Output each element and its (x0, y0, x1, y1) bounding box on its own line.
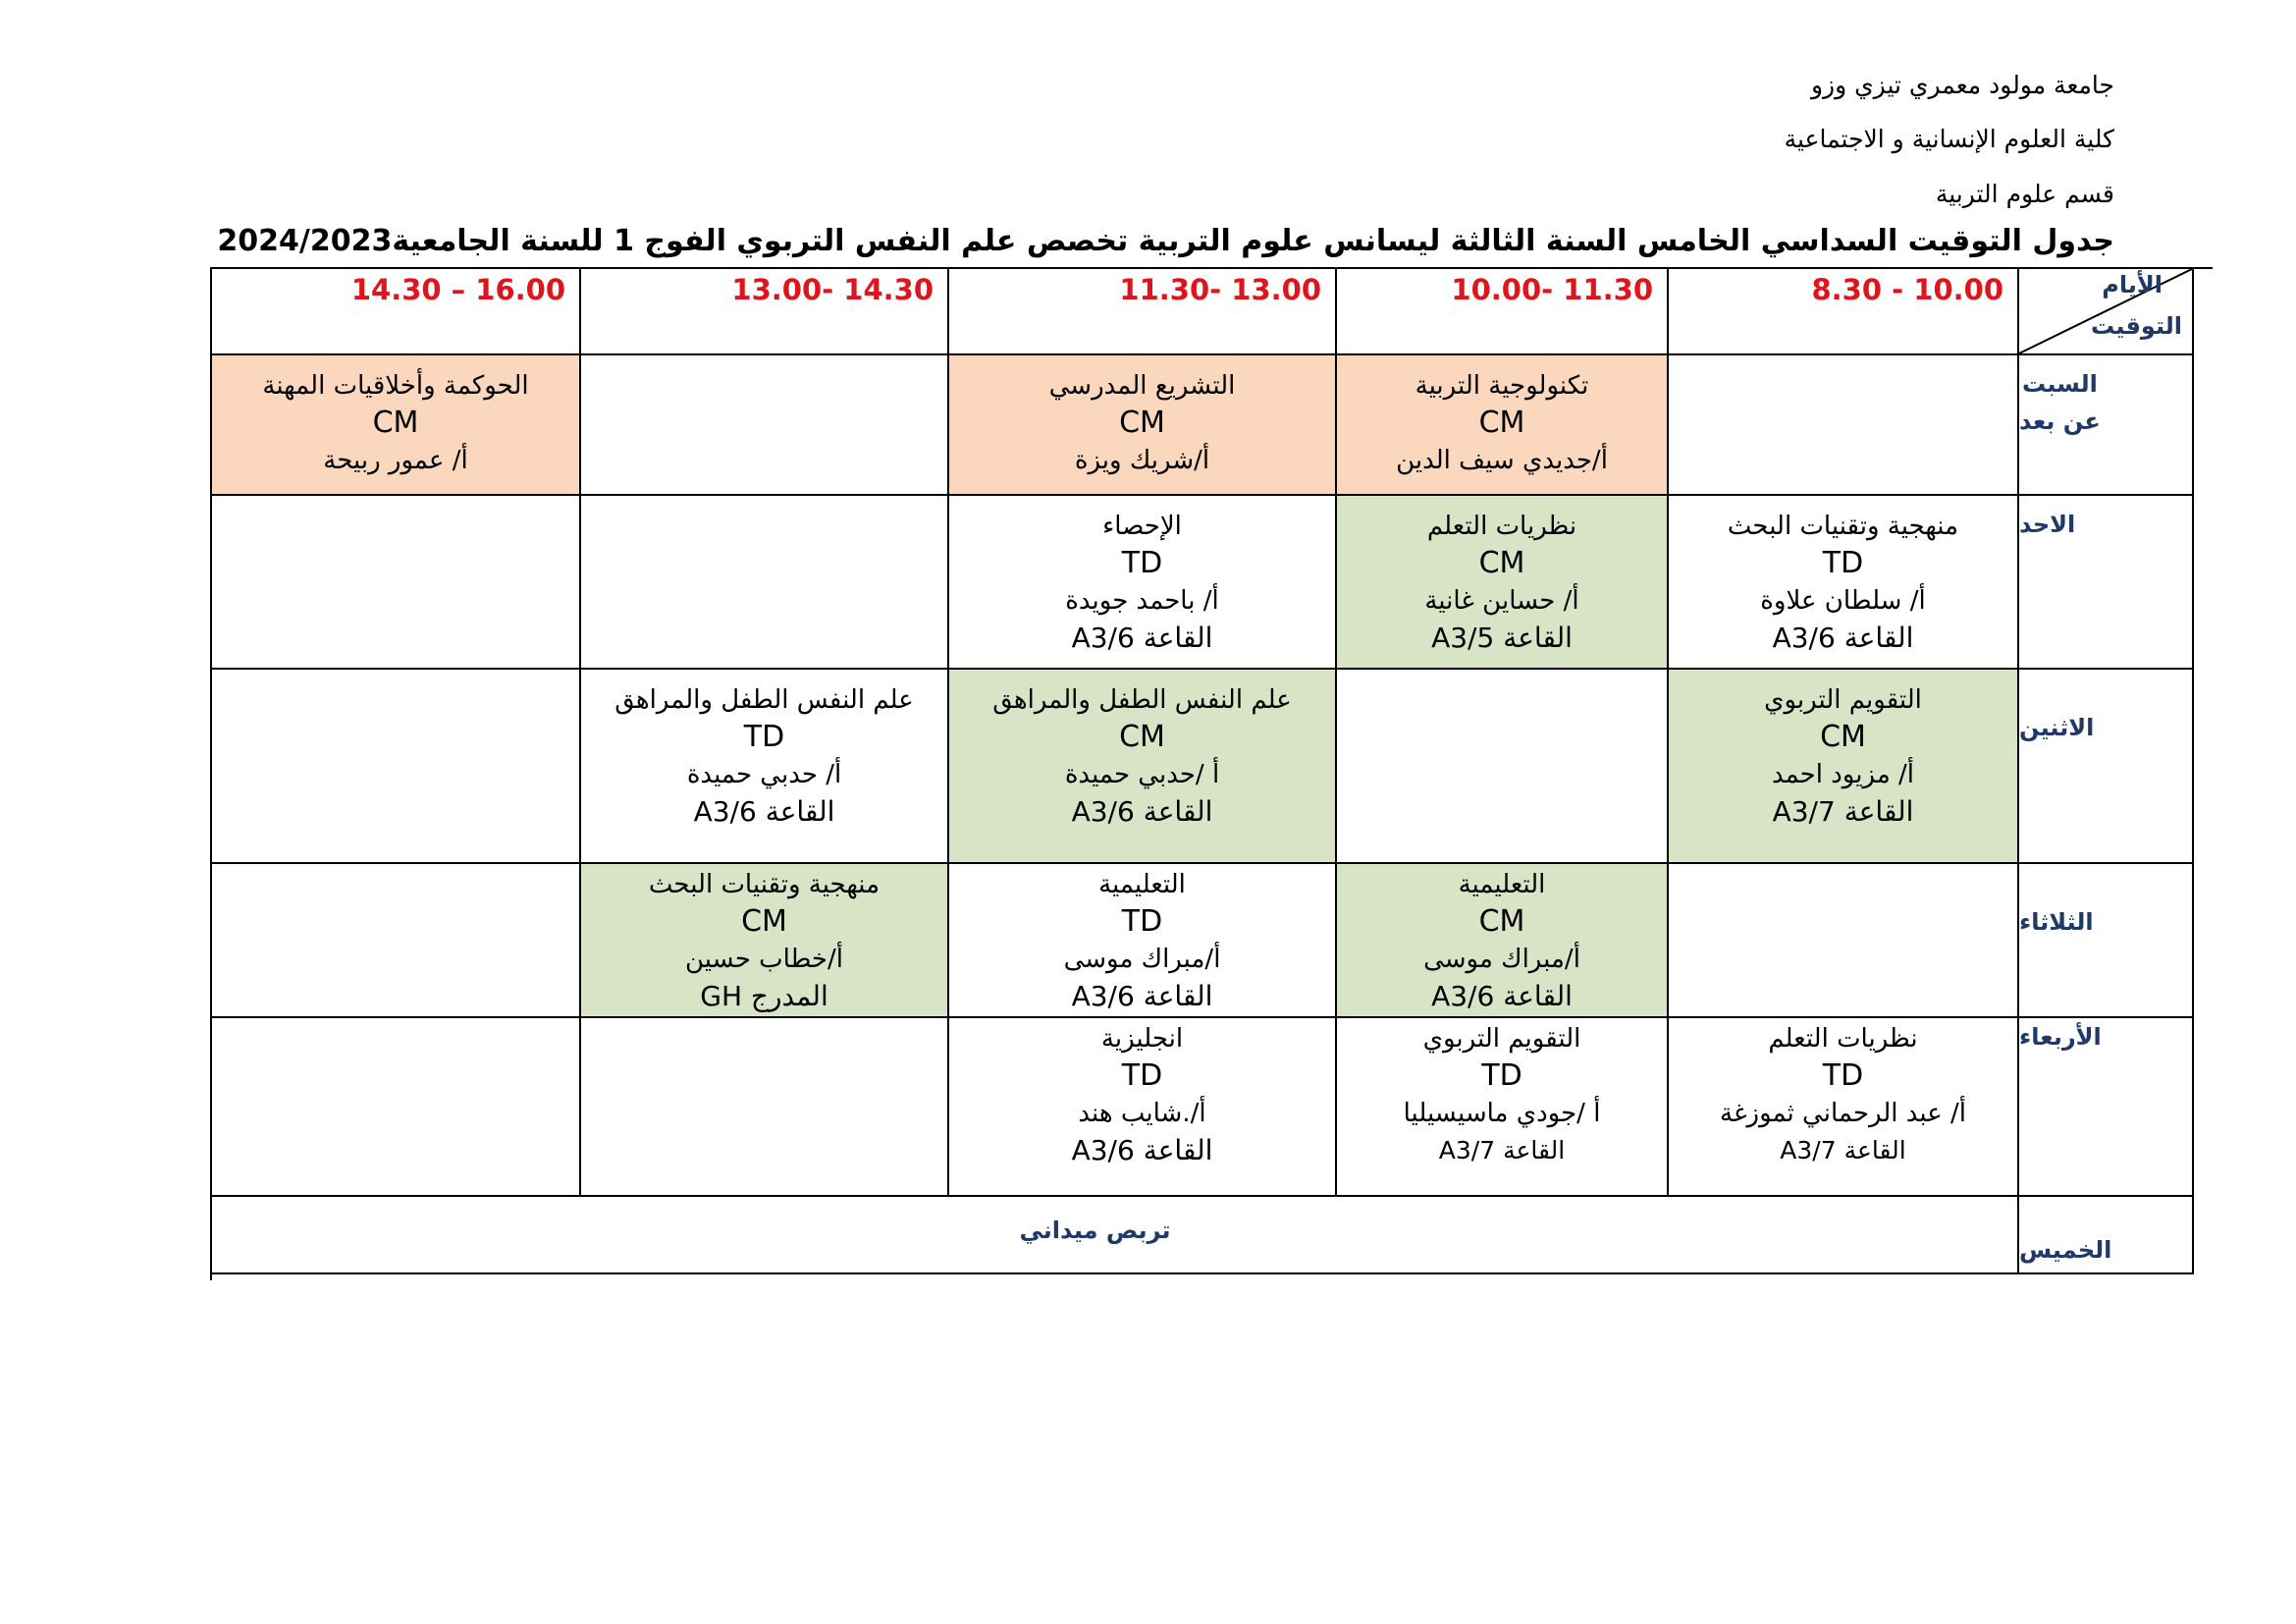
cell-mon-s3 (949, 670, 1337, 864)
room: المدرج GH (700, 980, 828, 1012)
cell-wed-s5 (212, 1018, 581, 1197)
day-saturday: السبت عن بعد (2019, 355, 2194, 496)
professor: أ/ عمور ربيحة (323, 446, 468, 475)
cell-sat-s3 (949, 355, 1337, 496)
session-type: CM (372, 406, 419, 440)
timetable (210, 267, 2213, 1280)
cell-sat-s5 (212, 355, 581, 496)
session-type: CM (741, 904, 787, 939)
room: القاعة A3/7 (1772, 795, 1914, 828)
session-type: TD (1822, 546, 1864, 580)
subject: علم النفس الطفل والمراهق (992, 685, 1292, 715)
days-label: الأيام (2102, 271, 2163, 298)
day-thursday: الخميس (2019, 1197, 2194, 1274)
subject: علم النفس الطفل والمراهق (614, 685, 914, 715)
cell-sun-s1 (1669, 496, 2019, 670)
cell-tue-s3 (949, 864, 1337, 1018)
cell-sat-s2 (1337, 355, 1669, 496)
professor: أ/ مزيود احمد (1771, 760, 1914, 789)
subject: منهجية وتقنيات البحث (1727, 512, 1959, 541)
room: القاعة A3/6 (1071, 1134, 1213, 1166)
day-monday: الاثنين (2019, 670, 2194, 864)
room: القاعة A3/7 (1438, 1136, 1566, 1164)
time-slot-2: 10.00- 11.30 (1337, 269, 1669, 355)
subject: التشريع المدرسي (1048, 371, 1236, 401)
session-type: CM (1119, 720, 1165, 754)
professor: أ/مبراك موسى (1063, 945, 1221, 974)
session-type: TD (1121, 1058, 1163, 1093)
subject: انجليزية (1100, 1024, 1184, 1054)
professor: أ /جودي ماسيسيليا (1403, 1099, 1601, 1128)
day-wednesday: الأربعاء (2019, 1018, 2194, 1197)
cell-sat-s1 (1669, 355, 2019, 496)
department-name: قسم علوم التربية (1935, 180, 2114, 208)
professor: أ/شريك ويزة (1074, 446, 1210, 475)
time-slot-1: 8.30 - 10.00 (1669, 269, 2019, 355)
session-type: CM (1478, 546, 1525, 580)
cell-sun-s3 (949, 496, 1337, 670)
cell-sat-s4 (581, 355, 949, 496)
professor: أ/ حدبي حميدة (686, 760, 842, 789)
time-slot-4: 13.00- 14.30 (581, 269, 949, 355)
subject: الإحصاء (1102, 512, 1182, 541)
professor: أ/ حساين غانية (1424, 586, 1579, 616)
session-type: CM (1478, 904, 1525, 939)
professor: أ/جديدي سيف الدين (1396, 446, 1608, 475)
room: القاعة A3/6 (1071, 795, 1213, 828)
university-name: جامعة مولود معمري تيزي وزو (1810, 71, 2114, 99)
room: القاعة A3/6 (1071, 622, 1213, 654)
subject: تكنولوجية التربية (1415, 371, 1589, 401)
cell-mon-s4 (581, 670, 949, 864)
room: القاعة A3/6 (1772, 622, 1914, 654)
day-sunday: الاحد (2019, 496, 2194, 670)
cell-wed-s1 (1669, 1018, 2019, 1197)
professor: أ/مبراك موسى (1423, 945, 1580, 974)
room: القاعة A3/6 (693, 795, 835, 828)
cell-thu-field-training (212, 1197, 2019, 1274)
professor: أ /حدبي حميدة (1064, 760, 1220, 789)
session-type: TD (1121, 904, 1163, 939)
subject: نظريات التعلم (1768, 1024, 1918, 1054)
subject: التقويم التربوي (1764, 685, 1922, 715)
cell-wed-s3 (949, 1018, 1337, 1197)
subject: التعليمية (1458, 870, 1546, 899)
cell-tue-s5 (212, 864, 581, 1018)
room: القاعة A3/5 (1431, 622, 1573, 654)
subject: منهجية وتقنيات البحث (648, 870, 881, 899)
room: القاعة A3/6 (1071, 980, 1213, 1012)
cell-wed-s2 (1337, 1018, 1669, 1197)
subject: التقويم التربوي (1422, 1024, 1581, 1054)
cell-mon-s2 (1337, 670, 1669, 864)
cell-mon-s1 (1669, 670, 2019, 864)
cell-sun-s5 (212, 496, 581, 670)
time-slot-3: 11.30- 13.00 (949, 269, 1337, 355)
session-type: TD (1822, 1058, 1864, 1093)
professor: أ/ سلطان علاوة (1760, 586, 1926, 616)
faculty-name: كلية العلوم الإنسانية و الاجتماعية (1784, 125, 2114, 153)
session-type: TD (1481, 1058, 1522, 1093)
professor: أ/ باحمد جويدة (1065, 586, 1219, 616)
cell-wed-s4 (581, 1018, 949, 1197)
professor: أ/خطاب حسين (685, 945, 843, 974)
subject: الحوكمة وأخلاقيات المهنة (262, 371, 529, 401)
room: القاعة A3/6 (1431, 980, 1573, 1012)
field-training-note: تربص ميداني (1019, 1217, 1171, 1244)
page-title: جدول التوقيت السداسي الخامس السنة الثالثة ليسانس علوم التربية تخصص علم النفس التربوي الفوج 1 للسنة الجامعية2024/2023 (217, 224, 2114, 258)
session-type: CM (1478, 406, 1525, 440)
time-label: التوقيت (2091, 312, 2182, 340)
time-slot-5: 14.30 – 16.00 (212, 269, 581, 355)
cell-sun-s4 (581, 496, 949, 670)
cell-tue-s4 (581, 864, 949, 1018)
day-tuesday: الثلاثاء (2019, 864, 2194, 1018)
session-type: CM (1119, 406, 1165, 440)
corner-cell (2019, 269, 2194, 355)
session-type: CM (1820, 720, 1866, 754)
cell-tue-s2 (1337, 864, 1669, 1018)
session-type: TD (743, 720, 785, 754)
professor: أ/.شايب هند (1078, 1099, 1206, 1128)
subject: التعليمية (1098, 870, 1186, 899)
cell-sun-s2 (1337, 496, 1669, 670)
cell-mon-s5 (212, 670, 581, 864)
professor: أ/ عبد الرحماني ثموزغة (1720, 1099, 1966, 1128)
session-type: TD (1121, 546, 1163, 580)
cell-tue-s1 (1669, 864, 2019, 1018)
room: القاعة A3/7 (1780, 1136, 1906, 1164)
subject: نظريات التعلم (1426, 512, 1577, 541)
